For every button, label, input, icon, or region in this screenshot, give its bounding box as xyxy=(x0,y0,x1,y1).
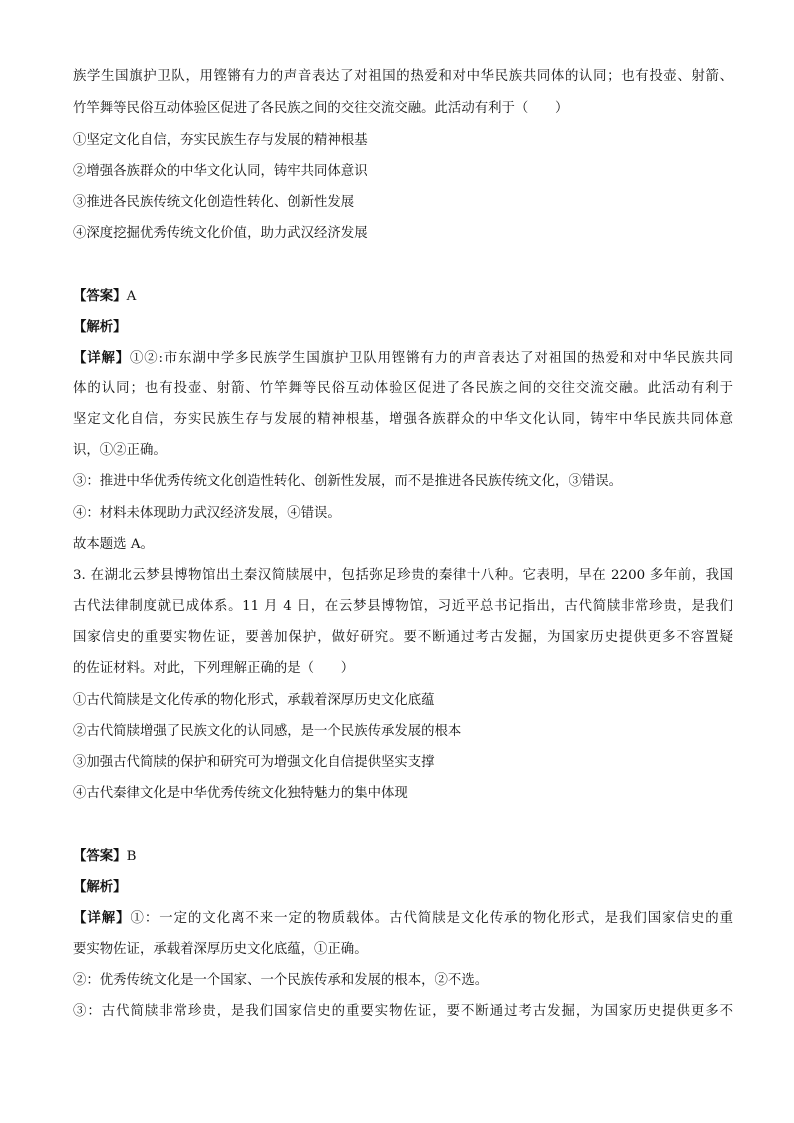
q2-statement-1: ①坚定文化自信，夯实民族生存与发展的精神根基 xyxy=(73,133,368,148)
q2-detail-line-3: 坚定文化自信，夯实民族生存与发展的精神根基，增强各族群众的中华文化认同，铸牢中华民族共同体意 xyxy=(73,412,733,427)
q3-detail-line-4: ③：古代简牍非常珍贵，是我们国家信史的重要实物佐证，要不断通过考古发掘，为国家历史提供更多不 xyxy=(73,1004,733,1019)
answer-value: A xyxy=(126,289,137,304)
q2-detail-line-6: ④：材料未体现助力武汉经济发展，④错误。 xyxy=(73,506,341,521)
q3-statement-4: ④古代秦律文化是中华优秀传统文化独特魅力的集中体现 xyxy=(73,786,408,801)
detail-tag: 【详解】 xyxy=(73,910,131,926)
q2-analysis-heading xyxy=(73,317,733,338)
analysis-tag: 【解析】 xyxy=(73,319,127,335)
q2-detail-line-4: 识，①②正确。 xyxy=(73,443,167,458)
q3-answer xyxy=(73,846,733,867)
q2-statement-4: ④深度挖掘优秀传统文化价值，助力武汉经济发展 xyxy=(73,226,368,241)
q2-detail-line-5: ③：推进中华优秀传统文化创造性转化、创新性发展，而不是推进各民族传统文化，③错误。 xyxy=(73,474,623,489)
q3-statement-2: ②古代简牍增强了民族文化的认同感，是一个民族传承发展的根本 xyxy=(73,724,462,739)
q3-detail-line-3: ②：优秀传统文化是一个国家、一个民族传承和发展的根本，②不选。 xyxy=(73,973,489,988)
q3-stem-line-2: 古代法律制度就已成体系。11 月 4 日，在云梦县博物馆，习近平总书记指出，古代简牍非常珍贵，是我们 xyxy=(73,599,733,614)
answer-tag: 【答案】 xyxy=(73,848,127,864)
q2-answer xyxy=(73,286,733,307)
q2-stem-line-1: 族学生国旗护卫队，用铿锵有力的声音表达了对祖国的热爱和对中华民族共同体的认同；也有投壶、射箭、 xyxy=(73,69,733,84)
q3-analysis-heading xyxy=(73,877,733,898)
q3-stem-line-1: 3. 在湖北云梦县博物馆出土秦汉简牍展中，包括弥足珍贵的秦律十八种。它表明，早在 2200 多年前，我国 xyxy=(73,568,733,583)
q2-detail-line-1 xyxy=(73,348,733,369)
answer-tag: 【答案】 xyxy=(73,288,127,304)
q3-stem-line-4: 的佐证材料。对此，下列理解正确的是（ ） xyxy=(73,661,355,676)
q2-stem-line-2: 竹竿舞等民俗互动体验区促进了各民族之间的交往交流交融。此活动有利于（ ） xyxy=(73,101,569,116)
analysis-tag: 【解析】 xyxy=(73,879,127,895)
q2-statement-3: ③推进各民族传统文化创造性转化、创新性发展 xyxy=(73,195,355,210)
q2-detail-line-7: 故本题选 A。 xyxy=(73,537,154,552)
q3-detail-line-1 xyxy=(73,908,733,929)
q3-statement-3: ③加强古代简牍的保护和研究可为增强文化自信提供坚实支撑 xyxy=(73,755,435,770)
q2-statement-2: ②增强各族群众的中华文化认同，铸牢共同体意识 xyxy=(73,164,368,179)
q2-detail-line-2: 体的认同；也有投壶、射箭、竹竿舞等民俗互动体验区促进了各民族之间的交往交流交融。此活动有利于 xyxy=(73,381,733,396)
q3-stem-line-3: 国家信史的重要实物佐证，要善加保护，做好研究。要不断通过考古发掘，为国家历史提供更多不容置疑 xyxy=(73,630,733,645)
answer-value: B xyxy=(126,849,137,864)
detail-text: ①②:市东湖中学多民族学生国旗护卫队用铿锵有力的声音表达了对祖国的热爱和对中华民族共同 xyxy=(130,351,733,366)
detail-text: ①：一定的文化离不来一定的物质载体。古代简牍是文化传承的物化形式，是我们国家信史的重 xyxy=(130,911,733,926)
q3-statement-1: ①古代简牍是文化传承的物化形式，承载着深厚历史文化底蕴 xyxy=(73,693,435,708)
q3-detail-line-2: 要实物佐证，承载着深厚历史文化底蕴，①正确。 xyxy=(73,942,368,957)
detail-tag: 【详解】 xyxy=(73,350,130,366)
